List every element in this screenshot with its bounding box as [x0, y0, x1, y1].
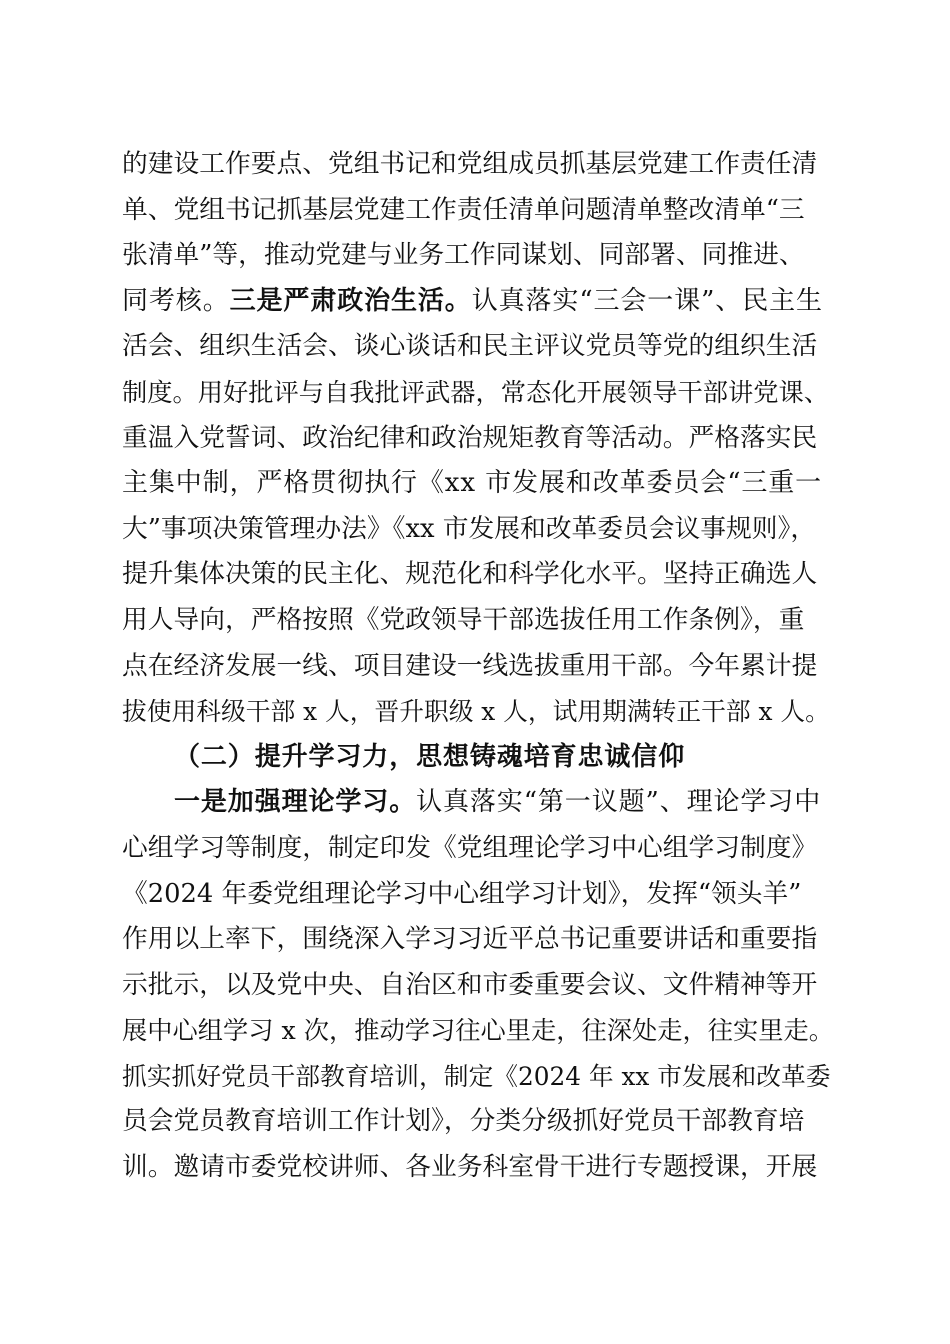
paragraph-line: 的建设工作要点、党组书记和党组成员抓基层党建工作责任清: [122, 149, 818, 179]
line-text: 认真落实“第一议题”、理论学习中: [416, 787, 822, 818]
paragraph-line: 用人导向，严格按照《党政领导干部选拔任用工作条例》，重: [122, 604, 805, 635]
paragraph-line: 点在经济发展一线、项目建设一线选拔重用干部。今年累计提: [122, 650, 818, 681]
paragraph-line: 张清单”等，推动党建与业务工作同谋划、同部署、同推进、: [122, 240, 805, 271]
line-text: 认真落实“三会一课”、民主生: [471, 285, 823, 316]
paragraph-line: 提升集体决策的民主化、规范化和科学化水平。坚持正确选人: [122, 559, 818, 590]
point-heading-three: 三是严肃政治生活。: [229, 285, 472, 316]
paragraph-line: 重温入党誓词、政治纪律和政治规矩教育等活动。严格落实民: [122, 422, 818, 453]
paragraph-line: [122, 780, 834, 826]
paragraph-line: 主集中制，严格贯彻执行《xx 市发展和改革委员会“三重一: [122, 468, 823, 499]
paragraph-line: 心组学习等制度，制定印发《党组理论学习中心组学习制度》: [122, 832, 818, 863]
point-heading-one: 一是加强理论学习。: [174, 787, 417, 818]
document-body: [122, 142, 834, 1191]
paragraph-line: 《2024 年委党组理论学习中心组学习计划》，发挥“领头羊”: [122, 878, 802, 909]
line-text: 同考核。: [122, 285, 230, 316]
paragraph-line: [122, 279, 834, 325]
paragraph-line: 展中心组学习 x 次，推动学习往心里走，往深处走，往实里走。: [122, 1016, 835, 1046]
paragraph-line: 作用以上率下，围绕深入学习习近平总书记重要讲话和重要指: [122, 924, 818, 955]
paragraph-line: 员会党员教育培训工作计划》，分类分级抓好党员干部教育培: [122, 1106, 805, 1137]
paragraph-line: 抓实抓好党员干部教育培训，制定《2024 年 xx 市发展和改革委: [122, 1061, 831, 1091]
paragraph-line: 示批示，以及党中央、自治区和市委重要会议、文件精神等开: [122, 969, 818, 1000]
paragraph-line: 训。邀请市委党校讲师、各业务科室骨干进行专题授课，开展: [122, 1152, 818, 1183]
section-heading: （二）提升学习力，思想铸魂培育忠诚信仰: [174, 741, 686, 772]
paragraph-line: 拔使用科级干部 x 人，晋升职级 x 人，试用期满转正干部 x 人。: [122, 697, 830, 727]
paragraph-line: 制度。用好批评与自我批评武器，常态化开展领导干部讲党课、: [122, 377, 829, 407]
paragraph-line: 活会、组织生活会、谈心谈话和民主评议党员等党的组织生活: [122, 331, 818, 362]
paragraph-line: 大”事项决策管理办法》《xx 市发展和改革委员会议事规则》，: [122, 513, 817, 544]
paragraph-line: 单、党组书记抓基层党建工作责任清单问题清单整改清单“三: [122, 194, 805, 225]
